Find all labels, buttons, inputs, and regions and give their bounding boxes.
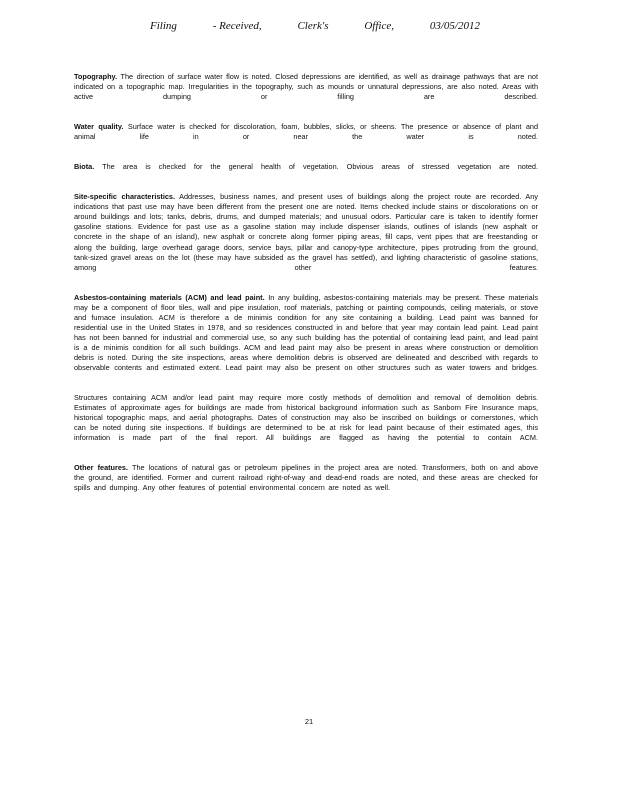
page-number: 21 — [304, 717, 314, 726]
paragraph-biota — [74, 162, 538, 172]
paragraph-structures — [74, 393, 538, 443]
text-water-quality: Surface water is checked for discoloration, foam, bubbles, slicks, or sheens. The presence or absence of plant and animal life in or near the water is noted. — [74, 122, 539, 142]
paragraph-topography — [74, 72, 538, 102]
text-biota: The area is checked for the general health of vegetation. Obvious areas of stressed vegetation are noted. — [94, 162, 538, 172]
header-office: Office, — [364, 20, 394, 32]
text-topography: The direction of surface water flow is noted. Closed depressions are identified, as well as drainage pathways that are not indicated on a topographic map. Irregularities in the topography, such as mounds or unnatural depressions, are also noted. Areas with active dumping or filling are described. — [74, 72, 538, 102]
heading-topography: Topography. — [74, 72, 118, 81]
heading-water-quality: Water quality. — [74, 122, 124, 132]
paragraph-other-features — [74, 463, 538, 493]
heading-site-characteristics: Site-specific characteristics. — [74, 192, 176, 202]
text-site-characteristics: Addresses, business names, and present uses of buildings along the project route are recorded. Any indications that past use may have been different from the present one are noted. Items checked include stains or discolorations on or around buildings and lots; tanks, debris, drums, and dumped materials; and unusual odors. Particular care is taken to identify former gasoline stations. Evidence for past use as a gasoline station may include dispenser islands, outlines of islands (new asphalt or concrete in the shape of an island), new asphalt or concrete along former piping areas, fill caps, vent pipes that are freestanding or along the building, large overhead garage doors, service bays, pillar and canopy-type architecture, pipes protruding from the ground, tank-sized gravel areas on the lot (these may have subsided as the gravel has settled), and lighting characteristic of gasoline stations, among other features. — [74, 192, 538, 272]
header-clerks: Clerk's — [297, 20, 329, 32]
text-acm-lead-paint: In any building, asbestos-containing materials may be present. These materials may be a component of floor tiles, wall and pipe insulation, roof materials, patching or painting compounds, ceiling materials, or stove and furnace insulation. ACM is therefore a de minimis condition for any site containing a building. Lead paint was banned for residential use in the United States in 1978, and so residences constructed in and before that year may contain lead paint. Lead paint has not been banned for industrial and commercial use, so any such building has the potential of containing lead paint, and lead paint is a de minimis condition for all such buildings. ACM and lead paint may also be present in areas where construction or demolition debris is noted. During the site inspections, areas where demolition debris is observed are delineated and described with regards to observable contents and estimated extent. Lead paint may also be present on other structures such as water towers and bridges. — [74, 292, 538, 372]
header-received: - Received, — [212, 20, 262, 32]
header-filing: Filing — [150, 20, 177, 32]
filing-header — [150, 20, 480, 32]
header-date: 03/05/2012 — [429, 20, 480, 32]
paragraph-water-quality — [74, 122, 538, 142]
heading-acm-lead-paint: Asbestos-containing materials (ACM) and lead paint. — [74, 292, 265, 302]
heading-biota: Biota. — [74, 162, 95, 172]
paragraph-site-characteristics — [74, 192, 538, 272]
text-other-features: The locations of natural gas or petroleum pipelines in the project area are noted. Transformers, both on and above the ground, are identified. Former and current railroad right-of-way and dead-end roads are noted, and these areas are checked for spills and dumping. Any other features of potential environmental concern are noted as well. — [74, 463, 538, 493]
heading-other-features: Other features. — [74, 463, 128, 473]
paragraph-acm-lead-paint — [74, 293, 538, 373]
document-body — [74, 72, 538, 513]
text-structures: Structures containing ACM and/or lead paint may require more costly methods of demolition and removal of demolition debris. Estimates of approximate ages for buildings are made from historical background information such as Sanborn Fire Insurance maps, historical topographic maps, and aerial photographs. Dates of construction may also be inscribed on buildings or cornerstones, which can be noted during site inspections. If buildings are determined to be at risk for lead paint because of their estimated ages, this information is made part of the final report. All buildings are flagged as having the potential to contain ACM. — [74, 393, 538, 443]
